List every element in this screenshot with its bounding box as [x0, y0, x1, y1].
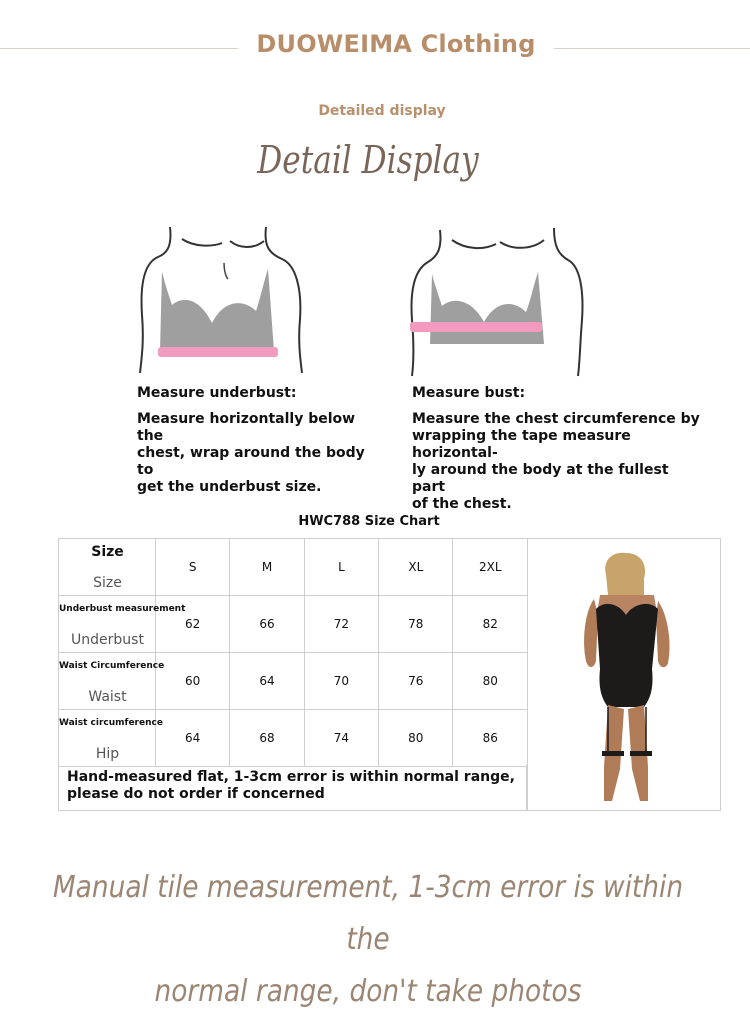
table-row-hip	[59, 710, 528, 767]
size-label-en: Size	[91, 544, 124, 560]
footer-note	[44, 862, 692, 1018]
measurement-note: Hand-measured flat, 1-3cm error is within normal range, please do not order if concerned	[58, 765, 527, 811]
table-cell: 64	[230, 653, 304, 710]
header-divider-right	[554, 48, 750, 49]
size-header-cell: S	[155, 539, 229, 596]
product-photo-cell	[527, 538, 721, 811]
product-photo	[528, 539, 720, 810]
size-header-row	[59, 539, 528, 596]
underbust-description: Measure horizontally below the chest, wrap around the body to get the underbust size.	[137, 411, 365, 495]
table-cell: 82	[453, 596, 528, 653]
row-label-small: Underbust measurement	[59, 604, 186, 614]
table-cell: 72	[304, 596, 378, 653]
size-header-cell: L	[304, 539, 378, 596]
row-label-cell	[59, 596, 186, 653]
table-row-waist	[59, 653, 528, 710]
table-cell: 64	[155, 710, 229, 767]
brand-name: DUOWEIMA Clothing	[256, 30, 536, 58]
header-divider-left	[0, 48, 238, 49]
size-header-cell: 2XL	[453, 539, 528, 596]
table-cell: 76	[379, 653, 453, 710]
row-label-small: Waist Circumference	[59, 661, 165, 671]
table-row-underbust	[59, 596, 528, 653]
section-title: Detail Display	[257, 138, 479, 182]
table-cell: 86	[453, 710, 528, 767]
table-cell: 68	[230, 710, 304, 767]
row-label: Hip	[95, 746, 120, 762]
row-label-cell	[59, 710, 163, 767]
size-chart	[58, 538, 721, 811]
size-label: Size	[93, 575, 122, 591]
size-header-cell: XL	[379, 539, 453, 596]
table-cell: 60	[155, 653, 229, 710]
table-cell: 66	[230, 596, 304, 653]
bust-heading: Measure bust:	[412, 385, 526, 401]
size-chart-title: HWC788 Size Chart	[298, 514, 440, 529]
size-label-cell	[59, 539, 156, 596]
row-label: Underbust	[71, 632, 144, 648]
row-label: Waist	[88, 689, 127, 705]
table-cell: 78	[379, 596, 453, 653]
bust-description: Measure the chest circumference by wrapping the tape measure horizontal- ly around the body at the fullest part of the chest.	[412, 411, 700, 512]
brand-header	[0, 0, 750, 100]
section-subtitle: Detailed display	[318, 103, 446, 119]
footer-note-line2: normal range, don't take photos	[154, 974, 582, 1009]
bust-instructions	[412, 385, 702, 513]
row-label-small: Waist circumference	[59, 718, 163, 728]
table-cell: 80	[453, 653, 528, 710]
table-cell: 80	[379, 710, 453, 767]
footer-note-line1: Manual tile measurement, 1-3cm error is within the	[52, 870, 684, 957]
underbust-figure	[128, 215, 328, 375]
underbust-heading: Measure underbust:	[137, 385, 297, 401]
bust-figure	[404, 220, 604, 380]
size-header-cell: M	[230, 539, 304, 596]
table-cell: 70	[304, 653, 378, 710]
table-cell: 62	[155, 596, 229, 653]
underbust-instructions	[137, 385, 377, 496]
table-cell: 74	[304, 710, 378, 767]
size-table	[58, 538, 528, 767]
row-label-cell	[59, 653, 165, 710]
